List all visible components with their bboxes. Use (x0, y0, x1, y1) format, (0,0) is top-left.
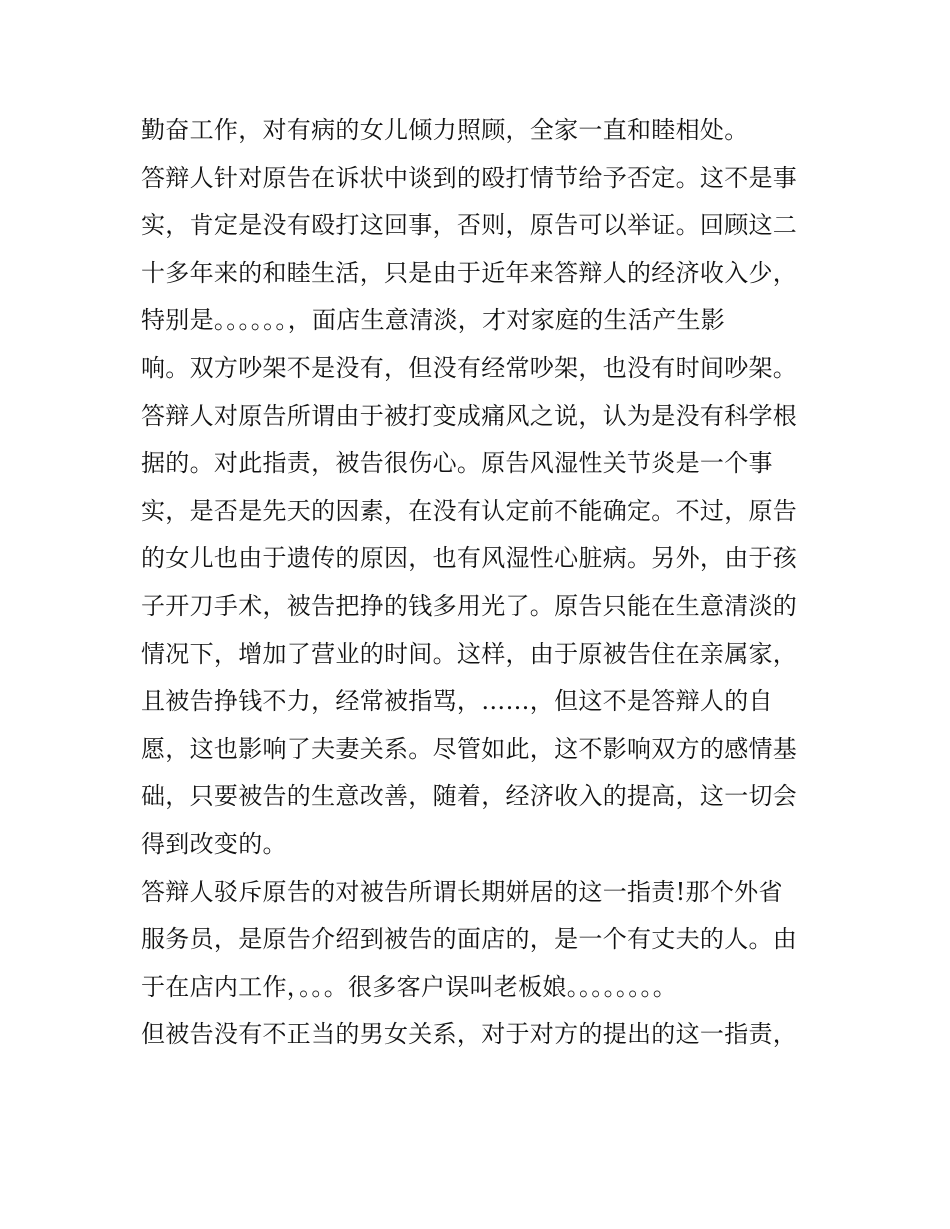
text-line: 响。双方吵架不是没有，但没有经常吵架，也没有时间吵架。 (141, 353, 798, 382)
text-line: 但被告没有不正当的男女关系，对于对方的提出的这一指责， (141, 1020, 798, 1049)
text-line: 答辩人对原告所谓由于被打变成痛风之说，认为是没有科学根 (141, 401, 798, 430)
text-line: 服务员，是原告介绍到被告的面店的，是一个有丈夫的人。由 (141, 925, 798, 954)
text-line: 且被告挣钱不力，经常被指骂，……，但这不是答辩人的自 (141, 687, 773, 716)
text-line: 十多年来的和睦生活，只是由于近年来答辩人的经济收入少， (141, 258, 798, 287)
text-line: 愿，这也影响了夫妻关系。尽管如此，这不影响双方的感情基 (141, 734, 798, 763)
text-line: 情况下，增加了营业的时间。这样，由于原被告住在亲属家， (141, 639, 798, 668)
text-line: 于在店内工作，。。。很多客户误叫老板娘。。。。。。。。 (141, 972, 678, 1001)
body-text (141, 107, 821, 1059)
text-line: 实，肯定是没有殴打这回事，否则，原告可以举证。回顾这二 (141, 211, 798, 240)
text-line: 答辩人针对原告在诉状中谈到的殴打情节给予否定。这不是事 (141, 163, 798, 192)
text-line: 实，是否是先天的因素，在没有认定前不能确定。不过，原告 (141, 496, 798, 525)
text-line: 础，只要被告的生意改善，随着，经济收入的提高，这一切会 (141, 782, 798, 811)
text-line: 特别是。。。。。。，面店生意清淡，才对家庭的生活产生影 (141, 306, 726, 335)
text-line: 得到改变的。 (141, 829, 287, 858)
text-line: 勤奋工作，对有病的女儿倾力照顾，全家一直和睦相处。 (141, 116, 749, 144)
text-line: 的女儿也由于遗传的原因，也有风湿性心脏病。另外，由于孩 (141, 544, 798, 573)
text-line: 答辩人驳斥原告的对被告所谓长期姘居的这一指责!那个外省 (141, 877, 783, 906)
text-line: 据的。对此指责，被告很伤心。原告风湿性关节炎是一个事 (141, 449, 773, 478)
text-line: 子开刀手术，被告把挣的钱多用光了。原告只能在生意清淡的 (141, 591, 798, 620)
